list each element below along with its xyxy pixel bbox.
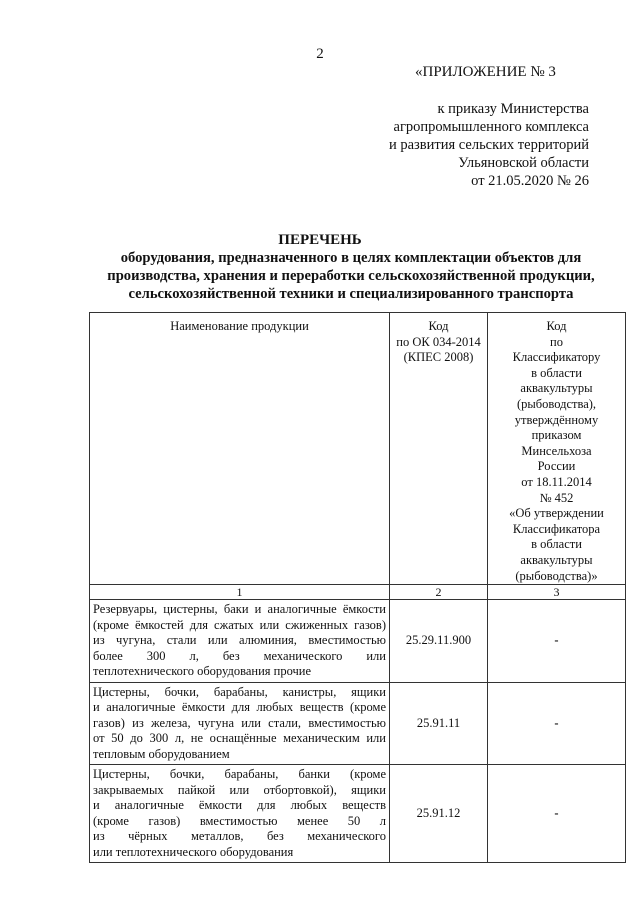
header-aquaculture-code <box>488 313 626 585</box>
product-name-line: и аналогичные ёмкости для любых веществ <box>93 798 386 813</box>
appendix-line: агропромышленного комплекса <box>393 119 589 135</box>
equipment-table <box>89 312 626 863</box>
appendix-line: от 21.05.2020 № 26 <box>471 173 589 189</box>
header-line: в области <box>531 365 582 380</box>
product-name-line: закрываемых пайкой или отбортовкой), ящики <box>93 782 386 797</box>
product-name-line: из чугуна, стали или алюминия, вместимостью <box>93 633 386 648</box>
header-line: Минсельхоза <box>521 443 592 458</box>
product-name-line: тепловым оборудованием <box>93 746 230 761</box>
product-name-line: Резервуары, цистерны, баки и аналогичные ёмкости <box>93 602 386 617</box>
aquaculture-code: - <box>488 682 626 765</box>
table-header-row <box>90 313 626 585</box>
subheading-line: сельскохозяйственной техники и специализированного транспорта <box>128 286 574 302</box>
product-name-line: или теплотехнического оборудования <box>93 844 294 859</box>
product-name-line: Цистерны, бочки, барабаны, канистры, ящики <box>93 684 386 699</box>
product-name <box>90 682 390 765</box>
okpd-code: 25.29.11.900 <box>390 600 488 683</box>
header-line: утверждённому <box>514 412 599 427</box>
appendix-order-reference <box>389 100 589 190</box>
product-name-line: и аналогичные ёмкости для любых веществ (кроме <box>93 700 386 715</box>
product-name-line: от 50 до 300 л, не оснащённые механическим или <box>93 731 386 746</box>
header-line: приказом <box>531 428 582 443</box>
header-line: в области <box>531 537 582 552</box>
appendix-line: Ульяновской области <box>458 155 589 171</box>
product-name <box>90 600 390 683</box>
page-number: 2 <box>316 46 324 62</box>
header-line: № 452 <box>539 490 574 505</box>
header-line: Код <box>546 319 567 333</box>
header-label: Наименование продукции <box>170 319 309 333</box>
document-heading: ПЕРЕЧЕНЬ <box>278 232 362 248</box>
appendix-line: и развития сельских территорий <box>388 137 589 153</box>
product-name <box>90 765 390 863</box>
header-line: (КПЕС 2008) <box>403 350 474 364</box>
product-name-line: из чёрных металлов, без механического <box>93 829 386 844</box>
header-okpd-code <box>390 313 488 585</box>
subheading-line: производства, хранения и переработки сельскохозяйственной продукции, <box>107 268 595 284</box>
column-number: 3 <box>488 585 626 600</box>
column-number-row <box>90 585 626 600</box>
document-subheading <box>78 249 624 303</box>
header-product-name <box>90 313 390 585</box>
header-line: по ОК 034-2014 <box>396 334 481 349</box>
aquaculture-code: - <box>488 765 626 863</box>
product-name-line: более 300 л, без механического или <box>93 648 386 663</box>
header-line: Код <box>428 319 449 333</box>
okpd-code: 25.91.12 <box>390 765 488 863</box>
header-line: аквакультуры <box>520 381 593 396</box>
header-line: по <box>550 334 563 349</box>
header-line: Классификатору <box>512 350 601 365</box>
table-row <box>90 600 626 683</box>
header-line: от 18.11.2014 <box>521 474 592 489</box>
header-line: (рыбоводства), <box>516 396 597 411</box>
product-name-line: теплотехнического оборудования прочие <box>93 664 312 679</box>
header-line: России <box>537 459 576 474</box>
column-number: 1 <box>90 585 390 600</box>
header-line: «Об утверждении <box>509 506 604 521</box>
table-row <box>90 682 626 765</box>
header-line: аквакультуры <box>520 552 593 567</box>
product-name-line: Цистерны, бочки, барабаны, банки (кроме <box>93 767 386 782</box>
header-line: Классификатора <box>512 521 601 536</box>
product-name-line: (кроме газов) вместимостью менее 50 л <box>93 813 386 828</box>
column-number: 2 <box>390 585 488 600</box>
aquaculture-code: - <box>488 600 626 683</box>
header-line: (рыбоводства)» <box>515 568 598 583</box>
appendix-title: «ПРИЛОЖЕНИЕ № 3 <box>415 64 556 80</box>
subheading-line: оборудования, предназначенного в целях комплектации объектов для <box>120 250 582 266</box>
appendix-line: к приказу Министерства <box>437 101 589 117</box>
table-row <box>90 765 626 863</box>
product-name-line: (кроме ёмкостей для сжатых или сжиженных газов) <box>93 617 386 632</box>
okpd-code: 25.91.11 <box>390 682 488 765</box>
product-name-line: газов) из железа, чугуна или стали, вместимостью <box>93 715 386 730</box>
